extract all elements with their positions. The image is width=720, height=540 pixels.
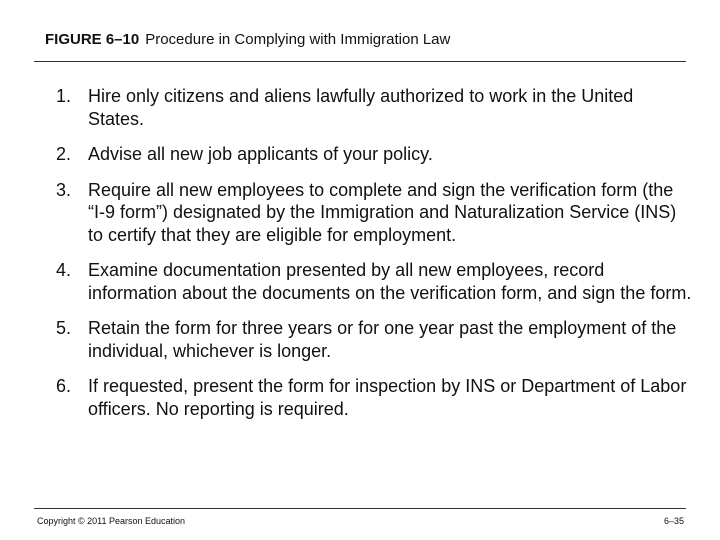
figure-number: FIGURE 6–10 — [45, 31, 140, 48]
item-text: Retain the form for three years or for one year past the employment of the individual, whichever is longer. — [88, 318, 677, 361]
item-number: 5. — [56, 318, 72, 338]
procedure-list — [56, 85, 692, 433]
list-item — [56, 259, 692, 304]
item-text: Advise all new job applicants of your policy. — [88, 144, 433, 164]
list-item — [56, 179, 692, 247]
bottom-divider — [34, 508, 686, 509]
item-number: 6. — [56, 376, 72, 396]
list-item — [56, 85, 692, 130]
item-text: Examine documentation presented by all new employees, record information about the documents on the verification form, and sign the form. — [88, 260, 692, 303]
page-number: 6–35 — [663, 516, 684, 526]
item-text: Require all new employees to complete and sign the verification form (the “I-9 form”) designated by the Immigration and Naturalization Service (INS) to certify that they are eligible for employment. — [88, 179, 677, 245]
item-number: 1. — [56, 86, 72, 106]
list-item — [56, 143, 692, 166]
item-number: 4. — [56, 260, 72, 280]
figure-caption — [45, 31, 450, 49]
list-item — [56, 317, 692, 362]
item-text: If requested, present the form for inspection by INS or Department of Labor officers. No reporting is required. — [88, 376, 687, 419]
item-number: 2. — [56, 144, 72, 164]
top-divider — [34, 61, 686, 62]
item-text: Hire only citizens and aliens lawfully authorized to work in the United States. — [88, 86, 634, 129]
figure-title: Procedure in Complying with Immigration Law — [145, 31, 451, 48]
list-item — [56, 375, 692, 420]
item-number: 3. — [56, 179, 72, 200]
copyright-notice: Copyright © 2011 Pearson Education — [37, 516, 186, 526]
